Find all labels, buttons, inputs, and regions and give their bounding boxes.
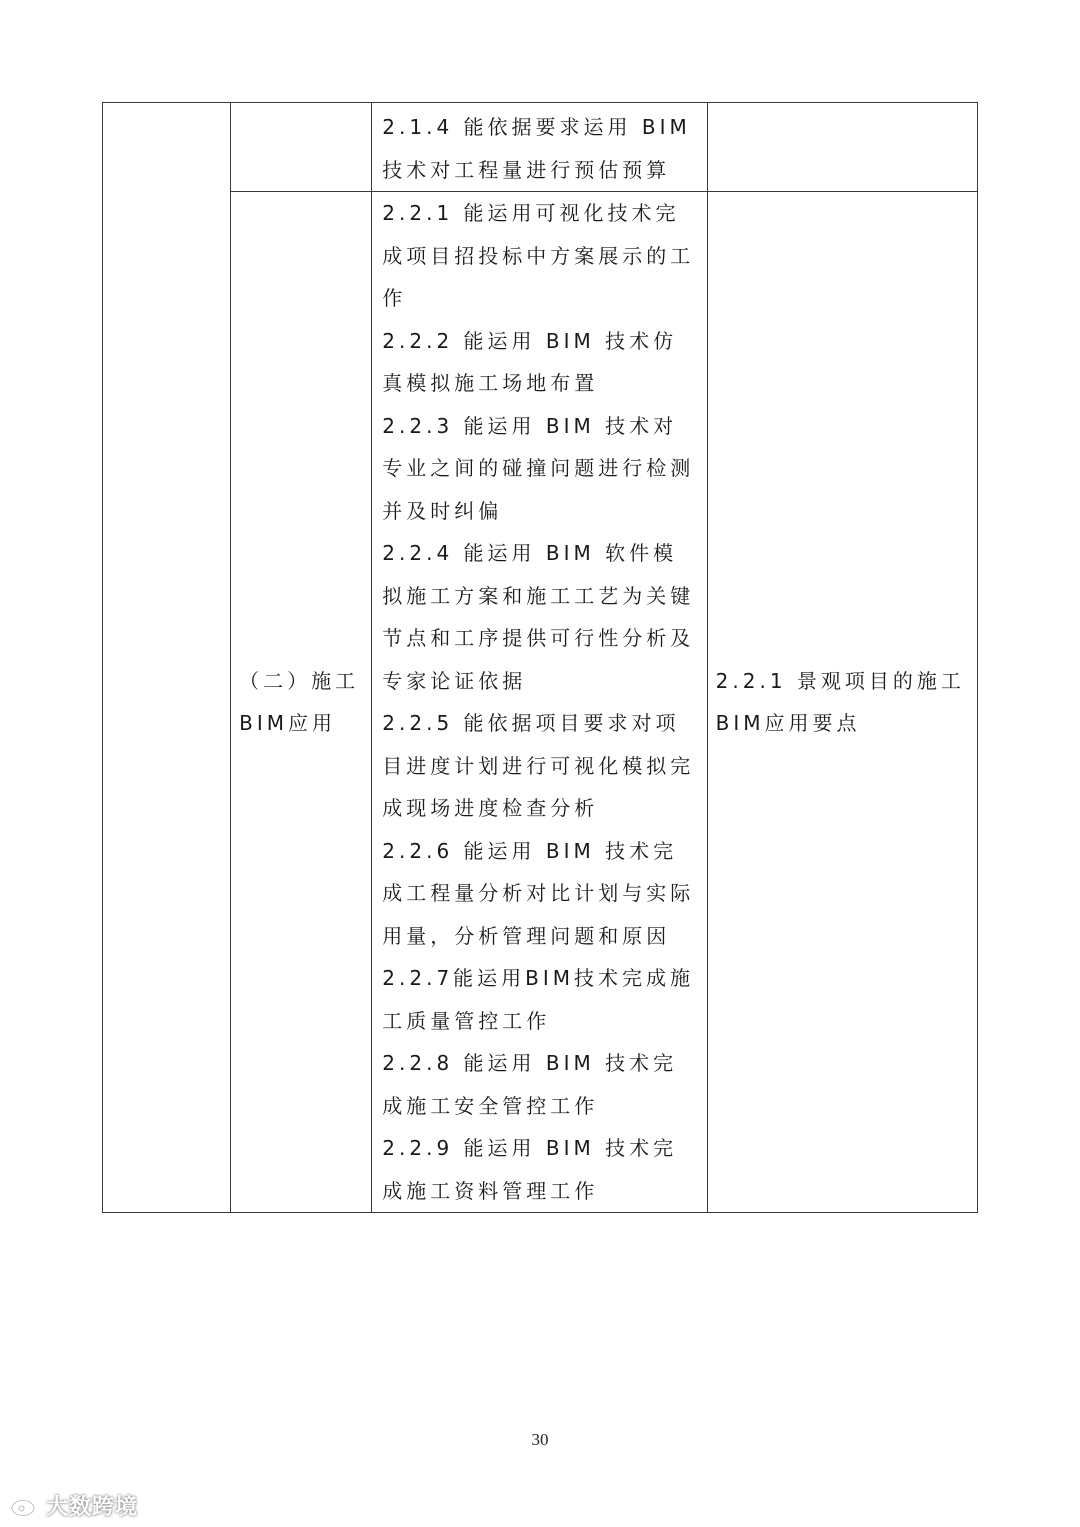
watermark xyxy=(10,1490,138,1521)
content-list xyxy=(372,103,706,191)
list-item: 2.2.7能运用BIM技术完成施工质量管控工作 xyxy=(382,966,695,1033)
content-cell xyxy=(372,103,707,192)
point-text: 2.2.1 景观项目的施工 BIM应用要点 xyxy=(715,668,965,735)
list-item: 2.2.3 能运用 BIM 技术对专业之间的碰撞问题进行检测并及时纠偏 xyxy=(382,413,695,523)
content-cell xyxy=(372,192,707,1213)
list-item: 2.2.4 能运用 BIM 软件模拟施工方案和施工工艺为关键节点和工序提供可行性分析及专家论证依据 xyxy=(382,541,695,693)
table-row xyxy=(103,103,978,192)
standards-table xyxy=(102,102,978,1213)
weibo-logo-icon xyxy=(10,1495,40,1517)
table-row xyxy=(103,192,978,1213)
list-item: 2.1.4 能依据要求运用 BIM 技术对工程量进行预估预算 xyxy=(382,115,691,182)
list-item: 2.2.8 能运用 BIM 技术完成施工安全管控工作 xyxy=(382,1051,678,1118)
section-cell xyxy=(231,192,372,1213)
point-cell xyxy=(707,192,977,1213)
section-cell-empty xyxy=(231,103,372,192)
section-title: （二）施工 BIM应用 xyxy=(239,668,360,735)
list-item: 2.2.1 能运用可视化技术完成项目招投标中方案展示的工作 xyxy=(382,201,695,310)
list-item: 2.2.2 能运用 BIM 技术仿真模拟施工场地布置 xyxy=(382,328,678,395)
point-cell-empty xyxy=(707,103,977,192)
list-item: 2.2.9 能运用 BIM 技术完成施工资料管理工作 xyxy=(382,1136,678,1203)
list-item: 2.2.6 能运用 BIM 技术完成工程量分析对比计划与实际用量，分析管理问题和原因 xyxy=(382,838,695,948)
page-number: 30 xyxy=(531,1430,549,1449)
watermark-text: 大数跨境 xyxy=(46,1495,139,1520)
competency-cell xyxy=(103,103,231,1213)
content-list xyxy=(372,192,706,1212)
list-item: 2.2.5 能依据项目要求对项目进度计划进行可视化模拟完成现场进度检查分析 xyxy=(382,711,695,820)
